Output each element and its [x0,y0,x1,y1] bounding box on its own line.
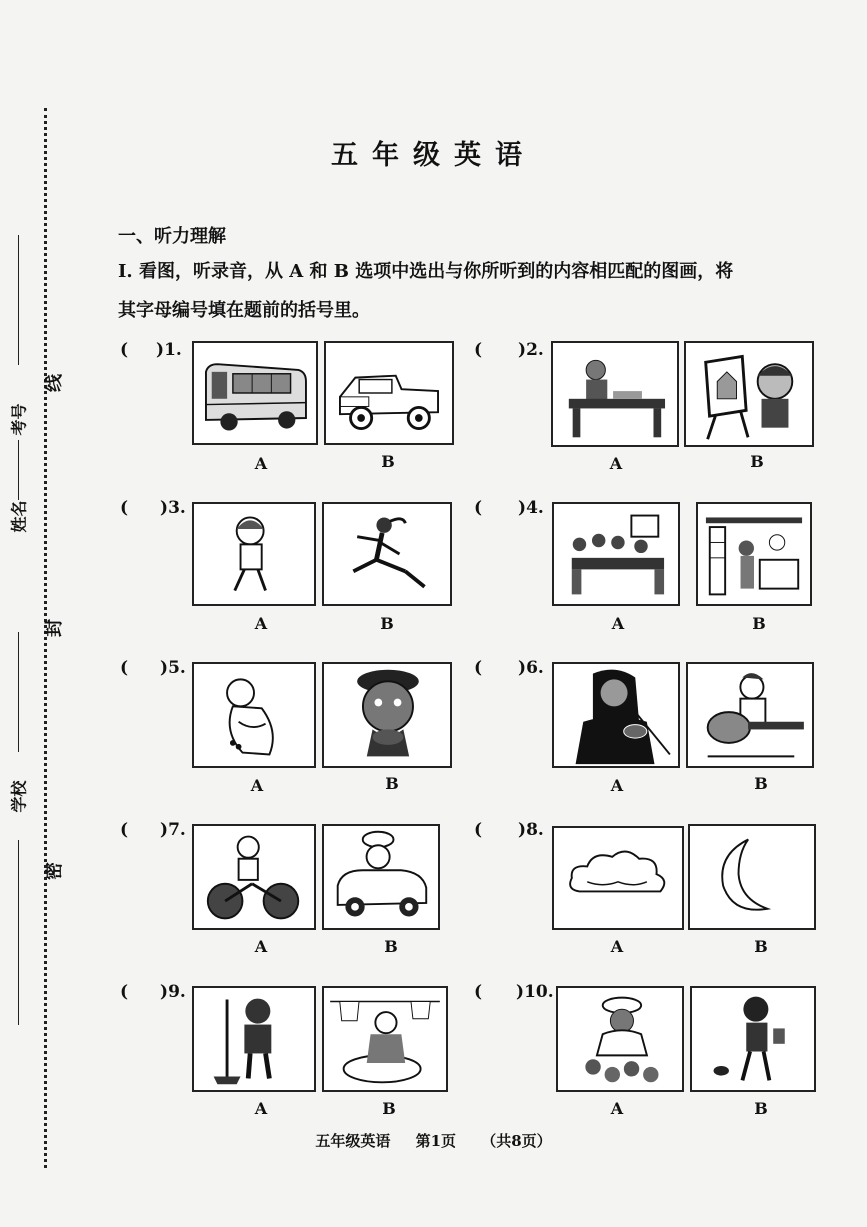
woman-running-icon [324,504,450,604]
q5-option-b-picture[interactable] [322,662,452,768]
guitar-player-icon [688,664,812,766]
q7-option-a-picture[interactable] [192,824,316,930]
bus-icon [194,343,316,443]
q2-option-b-label: B [750,452,764,471]
q8-option-b-picture[interactable] [688,824,816,930]
q9-option-b-label: B [382,1099,396,1118]
q10-option-b-picture[interactable] [690,986,816,1092]
question-8-number: ( )8. [474,820,544,840]
q1-option-b-picture[interactable] [324,341,454,445]
footer-page-number: 第1页 [415,1132,456,1150]
watering-plants-icon [692,988,814,1090]
q6-option-b-label: B [754,774,768,793]
q1-option-a-picture[interactable] [192,341,318,445]
question-10-number: ( )10. [474,982,554,1002]
instruction-line-1: I. 看图，听录音，从 A 和 B 选项中选出与你所听到的内容相匹配的图画，将 [118,261,734,282]
xuexiao-label: 学校 [9,780,29,813]
family-dinner-icon [554,504,678,604]
q2-option-b-picture[interactable] [684,341,814,447]
q3-option-a-picture[interactable] [192,502,316,606]
q4-option-a-picture[interactable] [552,502,680,606]
q6-option-b-picture[interactable] [686,662,814,768]
q3-option-a-label: A [254,614,268,633]
question-3-number: ( )3. [120,498,186,518]
q4-option-b-label: B [752,614,766,633]
q5-option-a-picture[interactable] [192,662,316,768]
boy-sweeping-icon [194,988,314,1090]
q8-option-a-picture[interactable] [552,826,684,930]
xingming-label: 姓名 [9,500,29,533]
jeep-icon [326,343,452,443]
crescent-moon-icon [690,826,814,928]
question-9-number: ( )9. [120,982,186,1002]
q2-option-a-label: A [609,454,623,473]
q2-option-a-picture[interactable] [551,341,679,447]
boy-painting-icon [686,343,812,445]
boy-cycling-icon [194,826,314,928]
q9-option-a-label: A [254,1099,268,1118]
q7-option-a-label: A [254,937,268,956]
q7-option-b-label: B [384,937,398,956]
violin-player-icon [554,664,678,766]
q10-option-a-picture[interactable] [556,986,684,1092]
margin-label-mi: 密 [44,862,65,880]
q9-option-b-picture[interactable] [322,986,448,1092]
margin-label-xian: 线 [44,374,65,392]
question-2-number: ( )2. [474,340,544,360]
q1-option-b-label: B [381,452,395,471]
footer-total-pages: （共8页） [481,1132,552,1150]
footer-subject: 五年级英语 [315,1132,391,1150]
question-4-number: ( )4. [474,498,544,518]
man-driving-car-icon [324,826,438,928]
question-7-number: ( )7. [120,820,186,840]
q10-option-b-label: B [754,1099,768,1118]
page-footer [0,1130,867,1151]
q8-option-a-label: A [610,937,624,956]
question-5-number: ( )5. [120,658,186,678]
question-1-number: ( )1. [120,340,182,360]
stomachache-icon [194,664,314,766]
xuexiao-blank-line[interactable] [18,840,19,1025]
instruction-line-2: 其字母编号填在题前的括号里。 [118,300,370,321]
washing-clothes-icon [324,988,446,1090]
q6-option-a-picture[interactable] [552,662,680,768]
q6-option-a-label: A [610,776,624,795]
kaohao-label: 考号 [9,403,29,436]
man-at-desk-icon [553,343,677,445]
q4-option-b-picture[interactable] [696,502,812,606]
page-title: 五年级英语 [331,140,536,171]
cloud-icon [554,828,682,928]
q8-option-b-label: B [754,937,768,956]
girl-walking-icon [194,504,314,604]
margin-label-feng: 封 [44,619,65,637]
q4-option-a-label: A [611,614,625,633]
q5-option-a-label: A [250,776,264,795]
q1-option-a-label: A [254,454,268,473]
kitchen-cooking-icon [698,504,810,604]
xingming-blank-line-1[interactable] [18,440,19,500]
binding-dotted-line [44,108,47,1168]
flower-garden-icon [558,988,682,1090]
q3-option-b-picture[interactable] [322,502,452,606]
q10-option-a-label: A [610,1099,624,1118]
question-6-number: ( )6. [474,658,544,678]
section-heading: 一、听力理解 [118,226,226,247]
sick-boy-icon [324,664,450,766]
q5-option-b-label: B [385,774,399,793]
kaohao-blank-line[interactable] [18,235,19,365]
q3-option-b-label: B [380,614,394,633]
q7-option-b-picture[interactable] [322,824,440,930]
q9-option-a-picture[interactable] [192,986,316,1092]
xingming-blank-line-2[interactable] [18,632,19,752]
